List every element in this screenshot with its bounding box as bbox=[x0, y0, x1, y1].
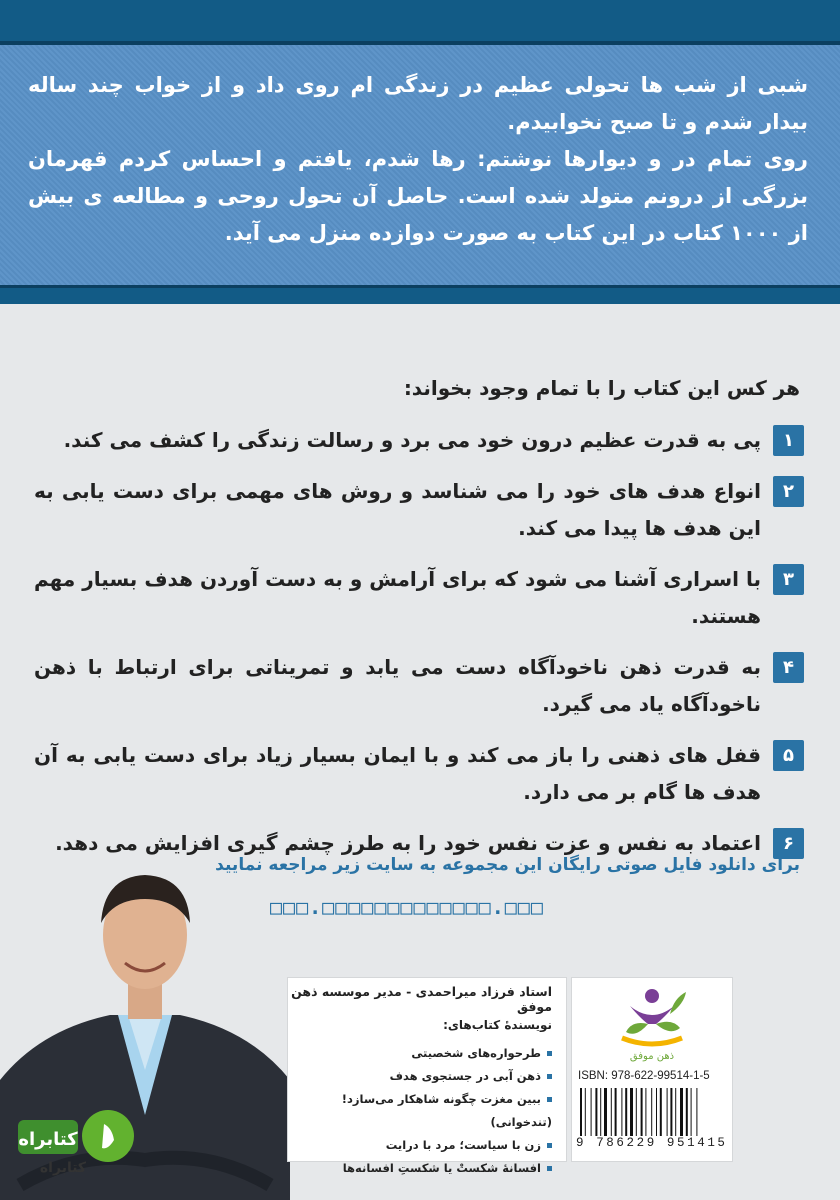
item-text: اعتماد به نفس و عزت نفس خود را به طرز چشم گیری افزایش می دهد. bbox=[55, 831, 761, 855]
author-name: استاد فرزاد میراحمدی - مدیر موسسه ذهن موفق bbox=[291, 984, 552, 1014]
barcode-bar bbox=[675, 1088, 676, 1136]
list-item bbox=[288, 1157, 552, 1180]
item-text: قفل های ذهنی را باز می کند و با ایمان بسیار زیاد برای دست یابی به آن هدف ها گام بر می دارد. bbox=[34, 743, 761, 804]
watermark-logo bbox=[8, 1090, 208, 1180]
book-title: ببین مغزت چگونه شاهکار می‌سازد! (تندخوانی) bbox=[341, 1092, 552, 1129]
list-item bbox=[288, 1134, 552, 1157]
isbn-text: ISBN: 978-622-99514-1-5 bbox=[578, 1070, 710, 1082]
author-info-card bbox=[287, 977, 567, 1175]
quote-box bbox=[0, 45, 840, 285]
barcode-bar bbox=[660, 1088, 662, 1136]
item-text: با اسراری آشنا می شود که برای آرامش و به دست آوردن هدف بسیار مهم هستند. bbox=[34, 567, 761, 628]
intro-heading: هر کس این کتاب را با تمام وجود بخواند: bbox=[403, 376, 800, 400]
item-number-badge: ۵ bbox=[773, 740, 804, 771]
benefits-list bbox=[34, 422, 804, 876]
barcode-bar bbox=[645, 1088, 646, 1136]
barcode-bar bbox=[580, 1088, 582, 1136]
books-list bbox=[288, 1042, 552, 1180]
book-title: زن با سیاست؛ مرد با درایت bbox=[385, 1138, 541, 1152]
list-item bbox=[34, 649, 804, 723]
barcode-bar bbox=[621, 1088, 622, 1136]
quote-bottom-bar bbox=[0, 285, 840, 304]
book-title: افسانهٔ شکستْ یا شکستِ افسانه‌ها bbox=[342, 1161, 541, 1175]
bullet-icon bbox=[547, 1097, 552, 1102]
bullet-icon bbox=[547, 1166, 552, 1171]
barcode-bar bbox=[680, 1088, 683, 1136]
watermark-text: کتابراه bbox=[18, 1129, 78, 1150]
list-item bbox=[288, 1042, 552, 1065]
barcode-bar bbox=[636, 1088, 637, 1136]
books-label: نویسندهٔ کتاب‌های: bbox=[443, 1018, 552, 1032]
list-item bbox=[288, 1065, 552, 1088]
barcode-bar bbox=[595, 1088, 597, 1136]
list-item bbox=[34, 737, 804, 811]
barcode-bar bbox=[611, 1088, 612, 1136]
item-number-badge: ۲ bbox=[773, 476, 804, 507]
barcode-bar bbox=[656, 1088, 657, 1136]
barcode-bar bbox=[641, 1088, 643, 1136]
quote-paragraph-1: شبی از شب ها تحولی عظیم در زندگی ام روی داد و از خواب چند ساله بیدار شدم و تا صبح نخوابیدم. bbox=[28, 73, 808, 134]
barcode-bar bbox=[686, 1088, 688, 1136]
item-text: انواع هدف های خود را می شناسد و روش های مهمی برای دست یابی به این هدف ها پیدا می کند. bbox=[34, 479, 761, 540]
quote-text bbox=[28, 67, 808, 252]
barcode-bar bbox=[696, 1088, 697, 1136]
quote-paragraph-2: روی تمام در و دیوارها نوشتم: رها شدم، یافتم و احساس کردم قهرمان بزرگی از درونم متولد شده است. حاصل آن تحول روحی و مطالعه ی بیش از ۱۰۰۰ کتاب در این کتاب به صورت دوازده منزل می آید. bbox=[28, 147, 808, 245]
barcode-bar bbox=[667, 1088, 668, 1136]
barcode-bar bbox=[630, 1088, 633, 1136]
download-text: برای دانلود فایل صوتی رایگان این مجموعه به سایت زیر مراجعه نمایید bbox=[215, 855, 800, 875]
barcode-number: 9 786229 951415 bbox=[576, 1136, 728, 1150]
bullet-icon bbox=[547, 1074, 552, 1079]
barcode-bar bbox=[600, 1088, 601, 1136]
item-text: پی به قدرت عظیم درون خود می برد و رسالت زندگی را کشف می کند. bbox=[63, 428, 761, 452]
list-item bbox=[34, 561, 804, 635]
book-title: طرحواره‌های شخصیتی bbox=[411, 1046, 541, 1060]
barcode-bar bbox=[585, 1088, 586, 1136]
publisher-logo-icon bbox=[612, 984, 692, 1062]
barcode-bar bbox=[691, 1088, 692, 1136]
list-item bbox=[34, 422, 804, 459]
bullet-icon bbox=[547, 1051, 552, 1056]
book-title: ذهن آبی در جستجوی هدف bbox=[389, 1069, 541, 1083]
item-number-badge: ۴ bbox=[773, 652, 804, 683]
barcode-bar bbox=[615, 1088, 617, 1136]
barcode-bar bbox=[625, 1088, 627, 1136]
barcode-bar bbox=[604, 1088, 607, 1136]
publisher-card bbox=[571, 977, 733, 1162]
item-number-badge: ۶ bbox=[773, 828, 804, 859]
barcode-bar bbox=[651, 1088, 652, 1136]
website-link[interactable]: □□□.□□□□□□□□□□□□□.□□□ bbox=[270, 895, 544, 919]
item-number-badge: ۱ bbox=[773, 425, 804, 456]
watermark-subtext: کتابراه bbox=[39, 1160, 87, 1176]
list-item bbox=[288, 1088, 552, 1134]
item-text: به قدرت ذهن ناخودآگاه دست می یابد و تمریناتی برای ارتباط با ذهن ناخودآگاه یاد می گیرد. bbox=[34, 655, 761, 716]
barcode-icon bbox=[578, 1088, 726, 1136]
barcode-bar bbox=[670, 1088, 672, 1136]
barcode-bar bbox=[591, 1088, 592, 1136]
top-banner bbox=[0, 0, 840, 45]
item-number-badge: ۳ bbox=[773, 564, 804, 595]
bullet-icon bbox=[547, 1143, 552, 1148]
publisher-logo-text: ذهن موفق bbox=[629, 1051, 675, 1062]
list-item bbox=[34, 473, 804, 547]
